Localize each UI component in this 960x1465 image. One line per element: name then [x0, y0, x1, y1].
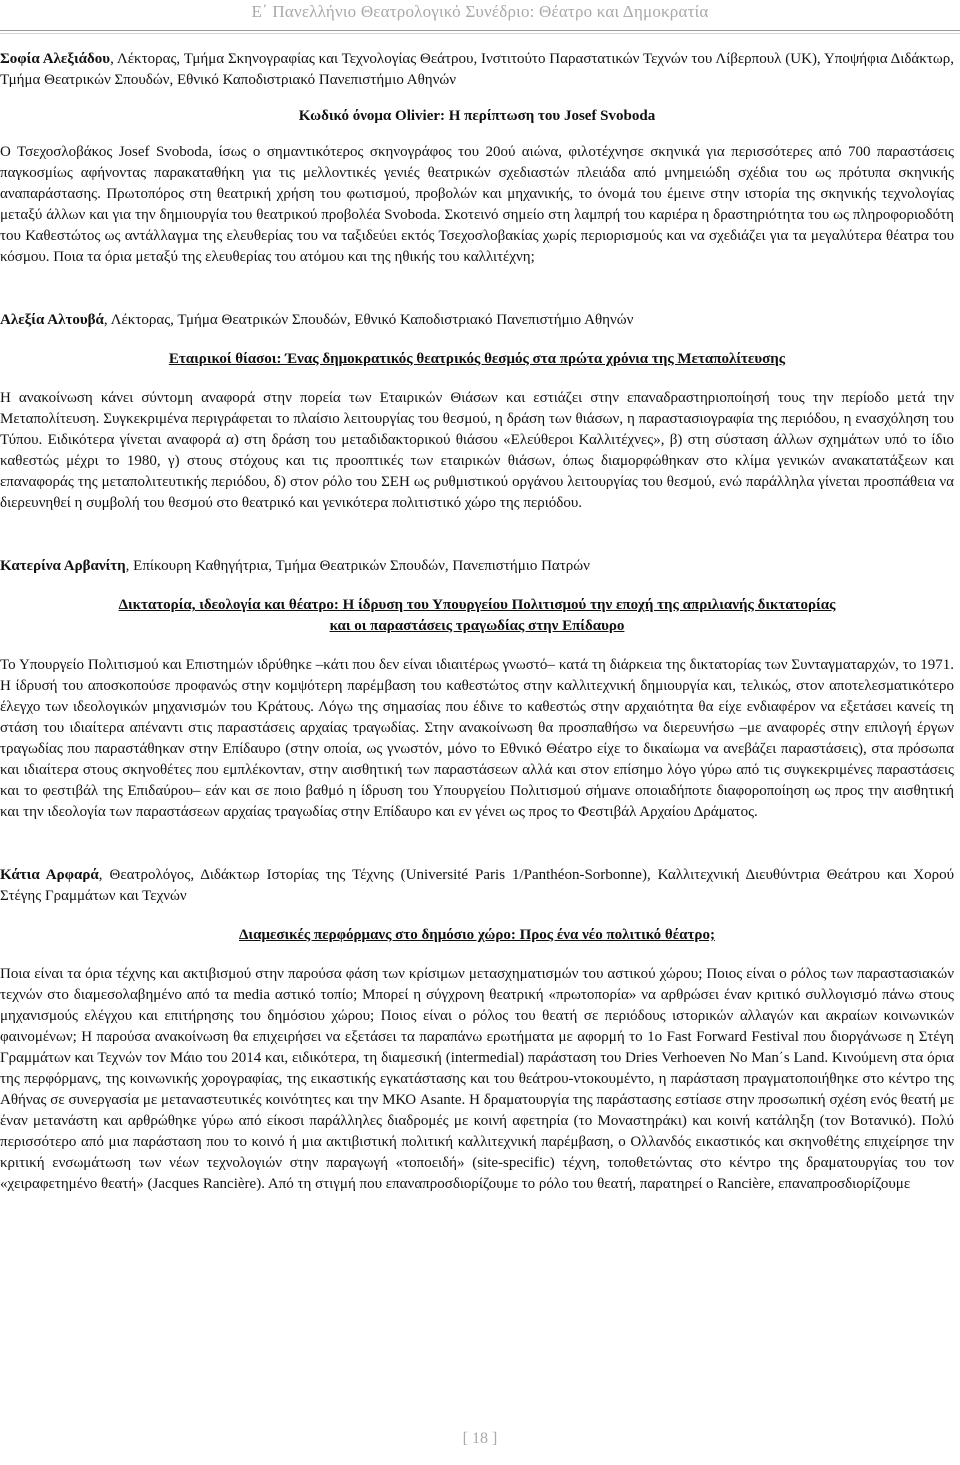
- author-name: Σοφία Αλεξιάδου: [0, 51, 111, 67]
- abstract-text: Το Υπουργείο Πολιτισμού και Επιστημών ιδρύθηκε –κάτι που δεν είναι ιδιαιτέρως γνωστό– κατά τη διάρκεια της δικτατορίας των Συνταγματαρχών, το 1971. Η ίδρυσή του αποσκοπούσε προφανώς στην κομψότερη παρέμβαση του καθεστώτος στην καλλιτεχνική δημιουργία και, τελικώς, στον αποτελεσματικότερο έλεγχο των ιδεολογικών μηχανισμών του Κράτους. Λόγω της σημασίας που έδινε το καθεστώς στην αρχαιότητα θα είχε ενδιαφέρον να εξετάσει κανείς τη στάση του ιδιαίτερα απέναντι στις παραστάσεις αρχαίας τραγωδίας. Στην ανακοίνωση θα προσπαθήσω να διερευνήσω –με αναφορές στην επιλογή έργων τραγωδίας που παραστάθηκαν στην Επίδαυρο (στην οποία, ως γνωστόν, μόνο το Εθνικό Θέατρο είχε το δικαίωμα να ανεβάζει παραστάσεις), στα πρόσωπα και ιδιαίτερα στους σκηνοθέτες που εμπλέκονταν, στην αισθητική των παραστάσεων αλλά και στον επίσημο λόγο γύρω από τις συγκεκριμένες παραστάσεις και το φεστιβάλ της Επιδαύρου– εάν και σε ποιο βαθμό η ίδρυση του Υπουργείου Πολιτισμού σήμανε οποιαδήποτε διαφοροποίηση ως προς την αισθητική και την ιδεολογία των παραστάσεων αρχαίας τραγωδίας στην Επίδαυρο και εν γένει ως προς το Φεστιβάλ Αρχαίου Δράματος.: [0, 657, 954, 820]
- paper-title: Κωδικό όνομα Olivier: Η περίπτωση του Josef Svoboda: [298, 108, 656, 124]
- author-name: Κατερίνα Αρβανίτη: [0, 558, 126, 574]
- page-content: [0, 49, 954, 1195]
- abstract-text: Η ανακοίνωση κάνει σύντομη αναφορά στην πορεία των Εταιρικών Θιάσων και εστιάζει στην επαναδραστηριοποίησή τους την περίοδο μετά την Μεταπολίτευση. Συγκεκριμένα περιγράφεται το πλαίσιο λειτουργίας του θεσμού, η δράση των θιάσων, η παραστασιογραφία της περιόδου, η ενασχόληση του Τύπου. Ειδικότερα γίνεται αναφορά α) στη δράση του μεταδιδακτορικού θιάσου «Ελεύθεροι Καλλιτέχνες», β) στη σύσταση άλλων σχημάτων υπό το ίδιο καθεστώς μέχρι το 1980, γ) στους στόχους και τις προοπτικές των εταιρικών θιάσων, όπως διαμορφώθηκαν στο κλίμα γενικών ανακατατάξεων και επαναφοράς της μεταπολιτευτικής περιόδου, δ) στον ρόλο του ΣΕΗ ως ρυθμιστικού οργάνου λειτουργίας του θεσμού, ενώ παράλληλα γίνεται προσπάθεια να διερευνηθεί η συμβολή του θεσμού στο θεατρικό και γενικότερα πολιτιστικό χώρο της περιόδου.: [0, 390, 954, 511]
- author-line: [0, 49, 954, 91]
- paper-title-line-2: και οι παραστάσεις τραγωδίας στην Επίδαυρο: [329, 618, 625, 634]
- paper-title: Εταιρικοί θίασοι: Ένας δημοκρατικός θεατρικός θεσμός στα πρώτα χρόνια της Μεταπολίτευσης: [168, 351, 786, 367]
- running-header: Ε΄ Πανελλήνιο Θεατρολογικό Συνέδριο: Θέατρο και Δημοκρατία: [251, 2, 709, 21]
- author-affiliation: , Λέκτορας, Τμήμα Σκηνογραφίας και Τεχνολογίας Θεάτρου, Ινστιτούτο Παραστατικών Τεχνών του Λίβερπουλ (UK), Υποψήφια Διδάκτωρ, Τμήμα Θεατρικών Σπουδών, Εθνικό Καποδιστριακό Πανεπιστήμιο Αθηνών: [0, 51, 954, 88]
- paper-title: Διαμεσικές περφόρμανς στο δημόσιο χώρο: Προς ένα νέο πολιτικό θέατρο;: [239, 927, 715, 943]
- abstract-text: Ποια είναι τα όρια τέχνης και ακτιβισμού στην παρούσα φάση των κρίσιμων μετασχηματισμών του αστικού χώρου; Ποιος είναι ο ρόλος των παραστασιακών τεχνών στο διαμεσολαβημένο από τα media αστικό τοπίο; Μπορεί η σύγχρονη θεατρική «πρωτοπορία» να αρθρώσει έναν κριτικό συλλογισμό πάνω στους μηχανισμούς ελέγχου και επιτήρησης του δημόσιου χώρου; Ποιος είναι ο ρόλος του θεατή σε περιόδους ιστορικών αλλαγών και ακραίων κοινωνικών φαινομένων; Η παρούσα ανακοίνωση θα επιχειρήσει να εξετάσει τα παραπάνω ερωτήματα με αφορμή το 1ο Fast Forward Festival που διοργάνωσε η Στέγη Γραμμάτων και Τεχνών τον Μάιο του 2014 και, ειδικότερα, τη διαμεσική (intermedial) παράσταση του Dries Verhoeven No Man΄s Land. Κινούμενη στα όρια της περφόρμανς, της κοινωνικής χορογραφίας, της εικαστικής εγκατάστασης και του θεάτρου-ντοκουμέντο, η παράσταση πραγματοποιήθηκε στο κέντρο της Αθήνας σε συνεργασία με μεταναστευτικές κοινότητες και την ΜΚΟ Asante. Η δραματουργία της παράστασης εστίασε στην προσωπική σχέση ενός θεατή με έναν μετανάστη και αρθρώθηκε γύρω από είκοσι παράλληλες διαδρομές με κοινή αφετηρία (το Μοναστηράκι) και κοινή κατάληξη (τον Βοτανικό). Πολύ περισσότερο από μια παράσταση που το κοινό ή μια ακτιβιστική πολιτική καλλιτεχνική παρέμβαση, ο Ολλανδός εικαστικός και σκηνοθέτης επιχείρησε την κριτική ενσωμάτωση των νέων τεχνολογιών στην παραγωγή «τοποειδή» (site-specific) τέχνη, τοποθετώντας στο κέντρο της δραματουργίας του τον «χειραφετημένο θεατή» (Jacques Rancière). Από τη στιγμή που επαναπροσδιορίζουμε το ρόλο του θεατή, παρατηρεί ο Rancière, επαναπροσδιορίζουμε: [0, 966, 954, 1192]
- page-number: [ 18 ]: [462, 1430, 498, 1447]
- author-affiliation: , Επίκουρη Καθηγήτρια, Τμήμα Θεατρικών Σπουδών, Πανεπιστήμιο Πατρών: [125, 558, 590, 574]
- abstract-text: Ο Τσεχοσλοβάκος Josef Svoboda, ίσως ο σημαντικότερος σκηνογράφος του 20ού αιώνα, φιλοτέχνησε σκηνικά για περισσότερες από 700 παραστάσεις παγκοσμίως αφήνοντας παρακαταθήκη για τις μελλοντικές γενιές θεατρικών σχεδιαστών πλειάδα από μνημειώδη σχέδια του ως πρότυπα σκηνικής αναπαράστασης. Πρωτοπόρος στη θεατρική χρήση του φωτισμού, προβολών και μηχανικής, το όνομά του έμεινε στην ιστορία της σκηνικής τεχνολογίας μεταξύ άλλων και για την δημιουργία του θεατρικού προβολέα Svoboda. Σκοτεινό σημείο στη λαμπρή του καριέρα η δραστηριότητα του ως πληροφοριοδότη του Καθεστώτος ως αντάλλαγμα της ελευθερίας του να ταξιδεύει εκτός Τσεχοσλοβακίας χωρίς περιορισμούς και να σχεδιάζει για τα μεγαλύτερα θέατρα του κόσμου. Ποια τα όρια μεταξύ της ελευθερίας του ατόμου και της ηθικής του καλλιτέχνη;: [0, 144, 954, 265]
- author-name: Κάτια Αρφαρά: [0, 867, 99, 883]
- author-line: [0, 865, 954, 907]
- header-rule: [0, 30, 960, 31]
- paper-title-line-1: Δικτατορία, ιδεολογία και θέατρο: Η ίδρυση του Υπουργείου Πολιτισμού την εποχή της απριλιανής δικτατορίας: [118, 597, 836, 613]
- header-rule-secondary: [0, 33, 960, 34]
- author-affiliation: , Θεατρολόγος, Διδάκτωρ Ιστορίας της Τέχνης (Université Paris 1/Panthéon-Sorbonne), Καλλιτεχνική Διευθύντρια Θεάτρου και Χορού Στέγης Γραμμάτων και Τεχνών: [0, 867, 954, 904]
- author-name: Αλεξία Αλτουβά: [0, 312, 104, 328]
- author-line: [0, 310, 954, 331]
- author-affiliation: , Λέκτορας, Τμήμα Θεατρικών Σπουδών, Εθνικό Καποδιστριακό Πανεπιστήμιο Αθηνών: [103, 312, 634, 328]
- author-line: [0, 556, 954, 577]
